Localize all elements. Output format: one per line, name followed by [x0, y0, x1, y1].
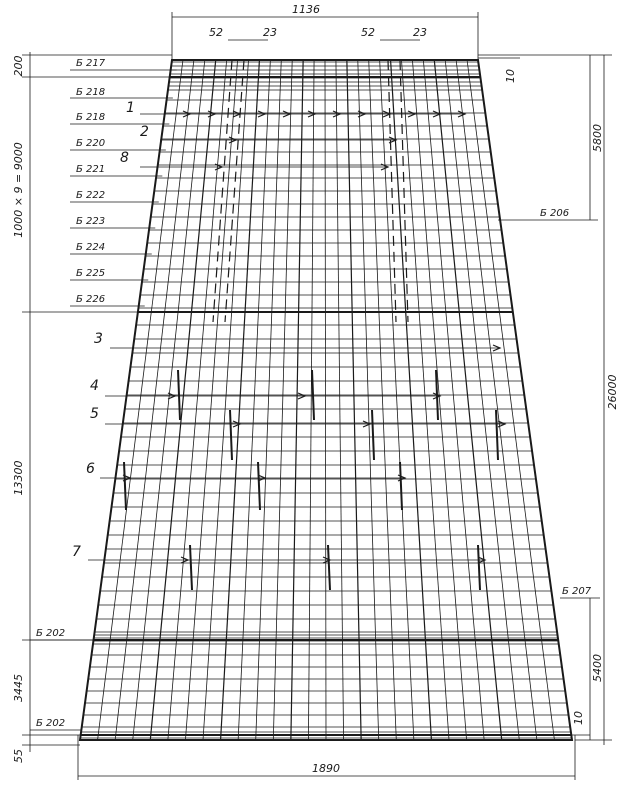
- bar-number: 7: [72, 544, 81, 560]
- short-bar: [328, 545, 330, 590]
- beam-label: Б 202: [36, 628, 66, 639]
- beam-label: Б 226: [76, 294, 106, 305]
- short-bar: [312, 370, 314, 420]
- dim-top-band: 200: [12, 55, 25, 77]
- short-bar: [496, 410, 498, 460]
- dim-lower-zone: 3445: [12, 674, 25, 702]
- dim-middle-zone: 13300: [12, 460, 25, 496]
- dim-top-gap-right: 23: [413, 26, 427, 39]
- dim-top-offset-left: 52: [209, 26, 223, 39]
- short-bar: [372, 410, 374, 460]
- bar-number: 5: [90, 406, 99, 422]
- dim-top-gap-left: 23: [263, 26, 277, 39]
- dim-right-lower: 5400: [591, 654, 604, 682]
- beam-label: Б 207: [562, 586, 592, 597]
- bar-arrows: [88, 111, 505, 590]
- dim-right-upper: 5800: [591, 124, 604, 152]
- short-bar: [178, 370, 180, 420]
- beam-label: Б 222: [76, 190, 106, 201]
- bar-number: 4: [90, 378, 99, 394]
- beam-label: Б 223: [76, 216, 106, 227]
- dim-bottom-band: 55: [12, 749, 25, 763]
- beam-label: Б 218: [76, 87, 106, 98]
- short-bar: [258, 462, 260, 510]
- rebar-grid: [80, 60, 572, 740]
- bar-number: 1: [126, 100, 135, 116]
- beam-label: Б 206: [540, 208, 570, 219]
- dim-upper-zone: 1000 × 9 = 9000: [12, 142, 25, 238]
- dim-bottom-width: 1890: [312, 762, 340, 775]
- short-bar: [400, 462, 402, 510]
- short-bar: [124, 462, 126, 510]
- beam-label: Б 218: [76, 112, 106, 123]
- dim-edge-top: 10: [504, 69, 517, 83]
- beam-label: Б 202: [36, 718, 66, 729]
- beam-label: Б 221: [76, 164, 106, 175]
- bar-number: 2: [140, 124, 149, 140]
- bar-number: 3: [94, 331, 103, 347]
- beam-label: Б 224: [76, 242, 106, 253]
- beam-label: Б 225: [76, 268, 106, 279]
- dim-top-width: 1136: [292, 3, 320, 16]
- dim-edge-bottom: 10: [572, 711, 585, 725]
- short-bar: [478, 545, 480, 590]
- dim-total-height: 26000: [606, 374, 619, 410]
- dim-top-offset-right: 52: [361, 26, 375, 39]
- short-bar: [190, 545, 192, 590]
- short-bar: [230, 410, 232, 460]
- beam-label: Б 217: [76, 58, 106, 69]
- bar-number: 6: [86, 461, 95, 477]
- beam-label: Б 220: [76, 138, 106, 149]
- bar-number: 8: [120, 150, 129, 166]
